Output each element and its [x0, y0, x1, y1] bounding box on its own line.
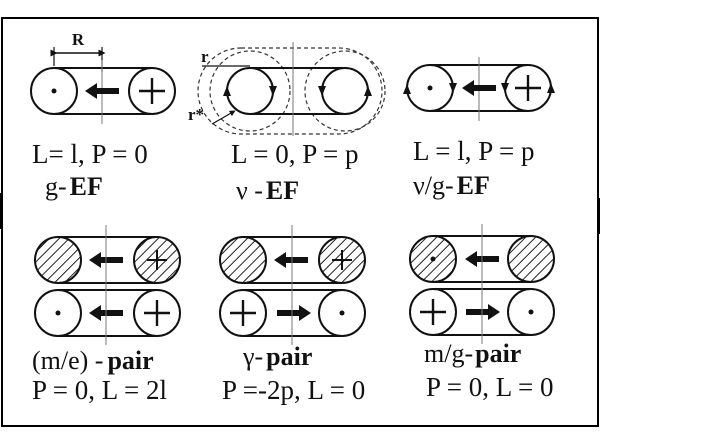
vg-ef-type-label [413, 171, 490, 200]
arrow-right-icon [277, 305, 311, 321]
vg-ef-bold: EF [456, 171, 490, 200]
arrow-left-icon [274, 252, 308, 268]
mg-pair-bold: pair [475, 339, 522, 368]
gamma-pair-prefix: γ- [243, 342, 264, 371]
hatched-circle [220, 237, 266, 283]
right-edge-tick [597, 198, 600, 234]
left-edge-tick [0, 193, 3, 229]
gamma-pair-type-label [242, 342, 312, 371]
v-ef-bold: EF [265, 176, 300, 205]
v-ef-type-label [236, 176, 299, 205]
g-ef-bold: EF [69, 172, 103, 201]
g-ef-prefix: g- [45, 172, 67, 201]
panel-gamma-pair [220, 225, 365, 405]
panel-g-ef [31, 30, 175, 201]
g-ef-type-label [45, 172, 103, 201]
v-ef-equation: L = 0, P = p [231, 139, 359, 169]
radius-indicator [54, 30, 102, 72]
hatched-circle [35, 237, 81, 283]
panel-vg-ef [403, 57, 555, 200]
small-radius-label: r [201, 47, 209, 66]
radius-label: R [71, 30, 85, 49]
vg-ef-prefix: ν/g- [413, 171, 454, 200]
me-pair-bold: pair [107, 346, 154, 375]
outer-radius-label: r* [188, 105, 205, 124]
mg-pair-type-label [424, 339, 521, 368]
mg-pair-prefix: m/g- [424, 339, 474, 368]
panel-v-ef [188, 42, 385, 205]
gamma-pair-bold: pair [266, 342, 313, 371]
gamma-pair-equation: P =-2p, L = 0 [222, 375, 366, 405]
hatched-circle [508, 236, 554, 282]
panel-me-pair [32, 225, 180, 405]
arrow-right-icon [466, 304, 500, 320]
me-pair-equation: P = 0, L = 2l [32, 375, 167, 405]
vg-ef-equation: L = l, P = p [413, 136, 535, 166]
me-pair-prefix: (m/e) - [32, 346, 104, 375]
ribbon-loop [31, 60, 175, 124]
panel-mg-pair [410, 224, 554, 402]
mg-pair-equation: P = 0, L = 0 [426, 372, 554, 402]
g-ef-equation: L= l, P = 0 [32, 139, 148, 169]
me-pair-type-label [32, 346, 154, 375]
v-ef-prefix: ν - [236, 176, 263, 205]
